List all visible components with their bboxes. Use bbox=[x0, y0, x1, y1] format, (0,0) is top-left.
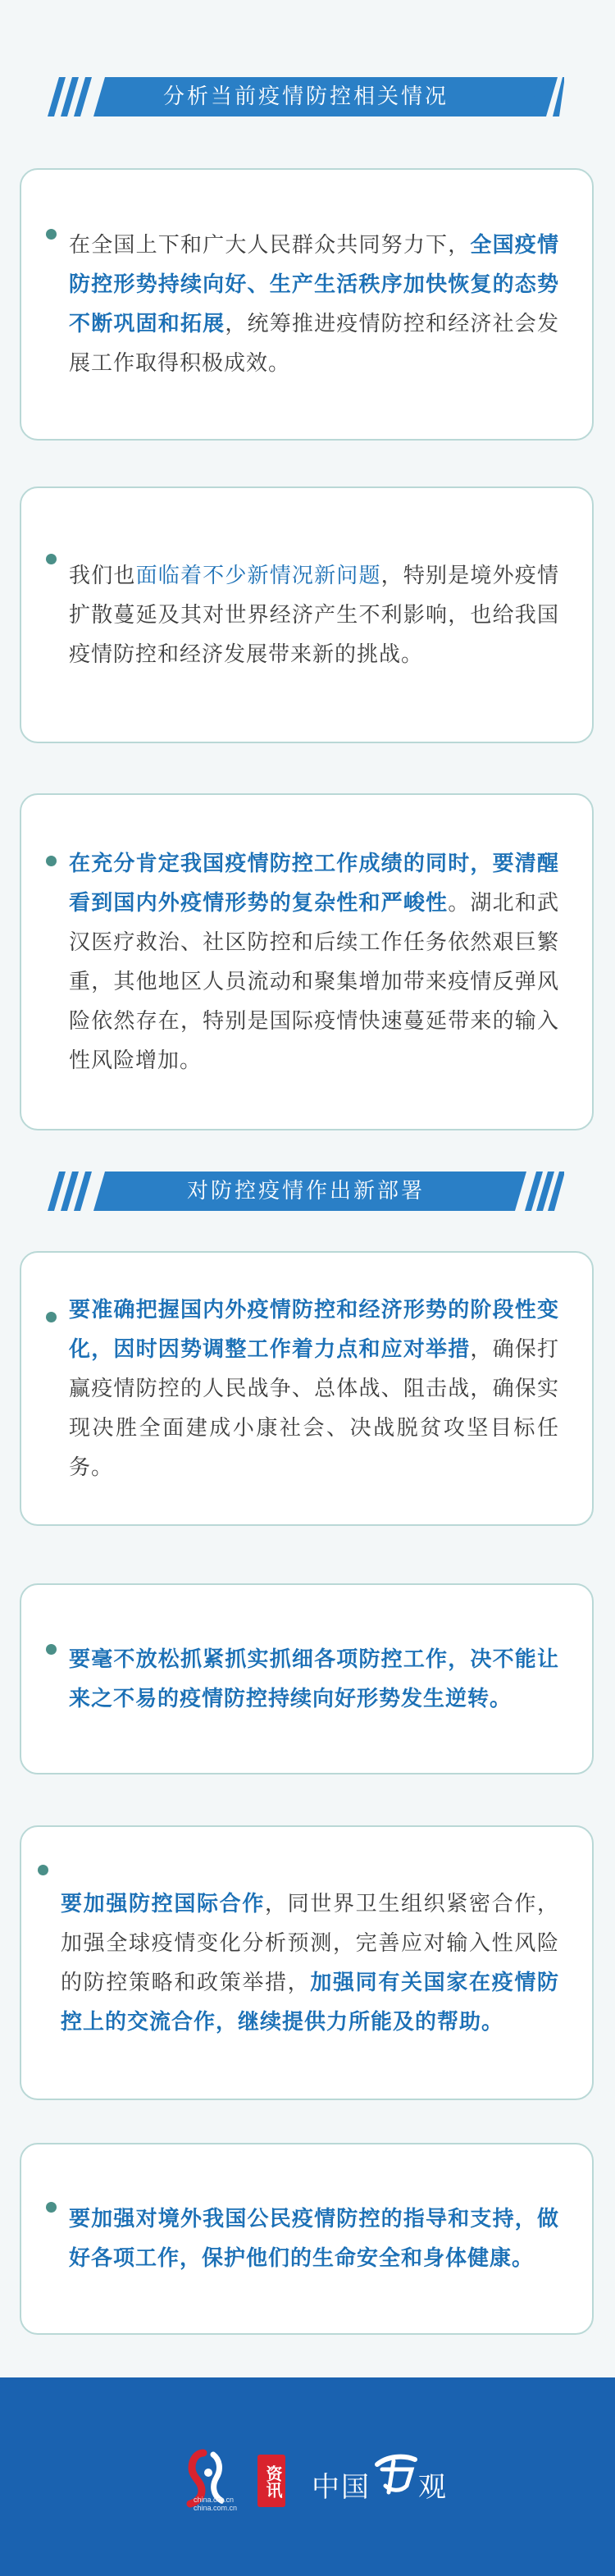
bullet-dot bbox=[46, 1644, 57, 1655]
bullet-dot bbox=[46, 554, 57, 564]
info-card-7 bbox=[20, 2143, 594, 2335]
text-segment: 。湖北和武汉医疗救治、社区防控和后续工作任务依然艰巨繁重，其他地区人员流动和聚集增加带来疫情反弹风险依然存在，特别是国际疫情快速蔓延带来的输入性风险增加。 bbox=[69, 890, 559, 1073]
china-view-styled-text: 观 bbox=[418, 2471, 446, 2504]
section-title: 分析当前疫情防控相关情况 bbox=[162, 84, 449, 109]
news-tag-badge bbox=[257, 2455, 285, 2507]
card-text bbox=[61, 1884, 559, 2042]
highlight-text: 要准确把握国内外疫情防控和经济形势的阶段性变化，因时因势调整工作着力点和应对举措 bbox=[69, 1297, 559, 1362]
text-segment: ，同世界卫生组织紧密合作，加强全球疫情变化分析预测，完善应对输入性风险的防控策略和政策举措， bbox=[61, 1891, 559, 1995]
card-text bbox=[69, 226, 559, 383]
section-title: 对防控疫情作出新部署 bbox=[186, 1179, 425, 1204]
highlight-text: 加强同有关国家在疫情防控上的交流合作，继续提供力所能及的帮助。 bbox=[61, 1970, 559, 2035]
china-org-url-top: china.org.cn bbox=[194, 2496, 235, 2504]
text-segment: 在全国上下和广大人民群众共同努力下， bbox=[69, 233, 471, 258]
highlight-text: 要毫不放松抓紧抓实抓细各项防控工作，决不能让来之不易的疫情防控持续向好形势发生逆转。 bbox=[69, 1647, 559, 1711]
info-card-1 bbox=[20, 168, 594, 441]
card-text bbox=[69, 556, 559, 674]
bullet-dot bbox=[38, 1865, 48, 1875]
info-card-6 bbox=[20, 1825, 594, 2100]
bullet-dot bbox=[46, 229, 57, 240]
logo-divider bbox=[297, 2460, 298, 2505]
section-header-deployment bbox=[48, 1168, 564, 1214]
highlight-text: 面临着不少新情况新问题 bbox=[135, 563, 381, 588]
footer-banner bbox=[0, 2377, 615, 2576]
highlight-text: 在充分肯定我国疫情防控工作成绩的同时，要清醒看到国内外疫情形势的复杂性和严峻性 bbox=[69, 851, 559, 916]
bullet-dot bbox=[46, 2202, 57, 2213]
section-header-analysis bbox=[48, 74, 564, 120]
china-org-logo bbox=[172, 2448, 246, 2514]
bullet-dot bbox=[46, 1312, 57, 1322]
info-card-3 bbox=[20, 793, 594, 1130]
card-text bbox=[69, 2199, 559, 2278]
info-card-2 bbox=[20, 486, 594, 743]
info-card-4 bbox=[20, 1251, 594, 1526]
text-segment: ，特别是境外疫情扩散蔓延及其对世界经济产生不利影响，也给我国疫情防控和经济发展带来新的挑战。 bbox=[69, 563, 559, 667]
china-view-text: 中国 bbox=[312, 2471, 371, 2504]
text-segment: ，统筹推进疫情防控和经济社会发展工作取得积极成效。 bbox=[69, 312, 559, 376]
card-text bbox=[69, 1290, 559, 1487]
bullet-dot bbox=[46, 856, 57, 866]
highlight-text: 全国疫情防控形势持续向好、生产生活秩序加快恢复的态势不断巩固和拓展 bbox=[69, 233, 559, 336]
highlight-text: 要加强防控国际合作 bbox=[61, 1891, 265, 1916]
info-card-5 bbox=[20, 1583, 594, 1774]
text-segment: 我们也 bbox=[69, 563, 136, 588]
china-org-url-bottom: china.com.cn bbox=[194, 2504, 238, 2512]
calligraphy-mark-icon bbox=[371, 2450, 420, 2499]
highlight-text: 要加强对境外我国公民疫情防控的指导和支持，做好各项工作，保护他们的生命安全和身体健康。 bbox=[69, 2207, 559, 2271]
china-view-logo bbox=[312, 2448, 451, 2514]
news-tag-text: 资讯 bbox=[263, 2465, 283, 2498]
text-segment: ，确保打赢疫情防控的人民战争、总体战、阻击战，确保实现决胜全面建成小康社会、决战脱贫攻坚目标任务。 bbox=[69, 1336, 559, 1480]
card-text bbox=[69, 1640, 559, 1719]
card-text bbox=[69, 844, 559, 1080]
